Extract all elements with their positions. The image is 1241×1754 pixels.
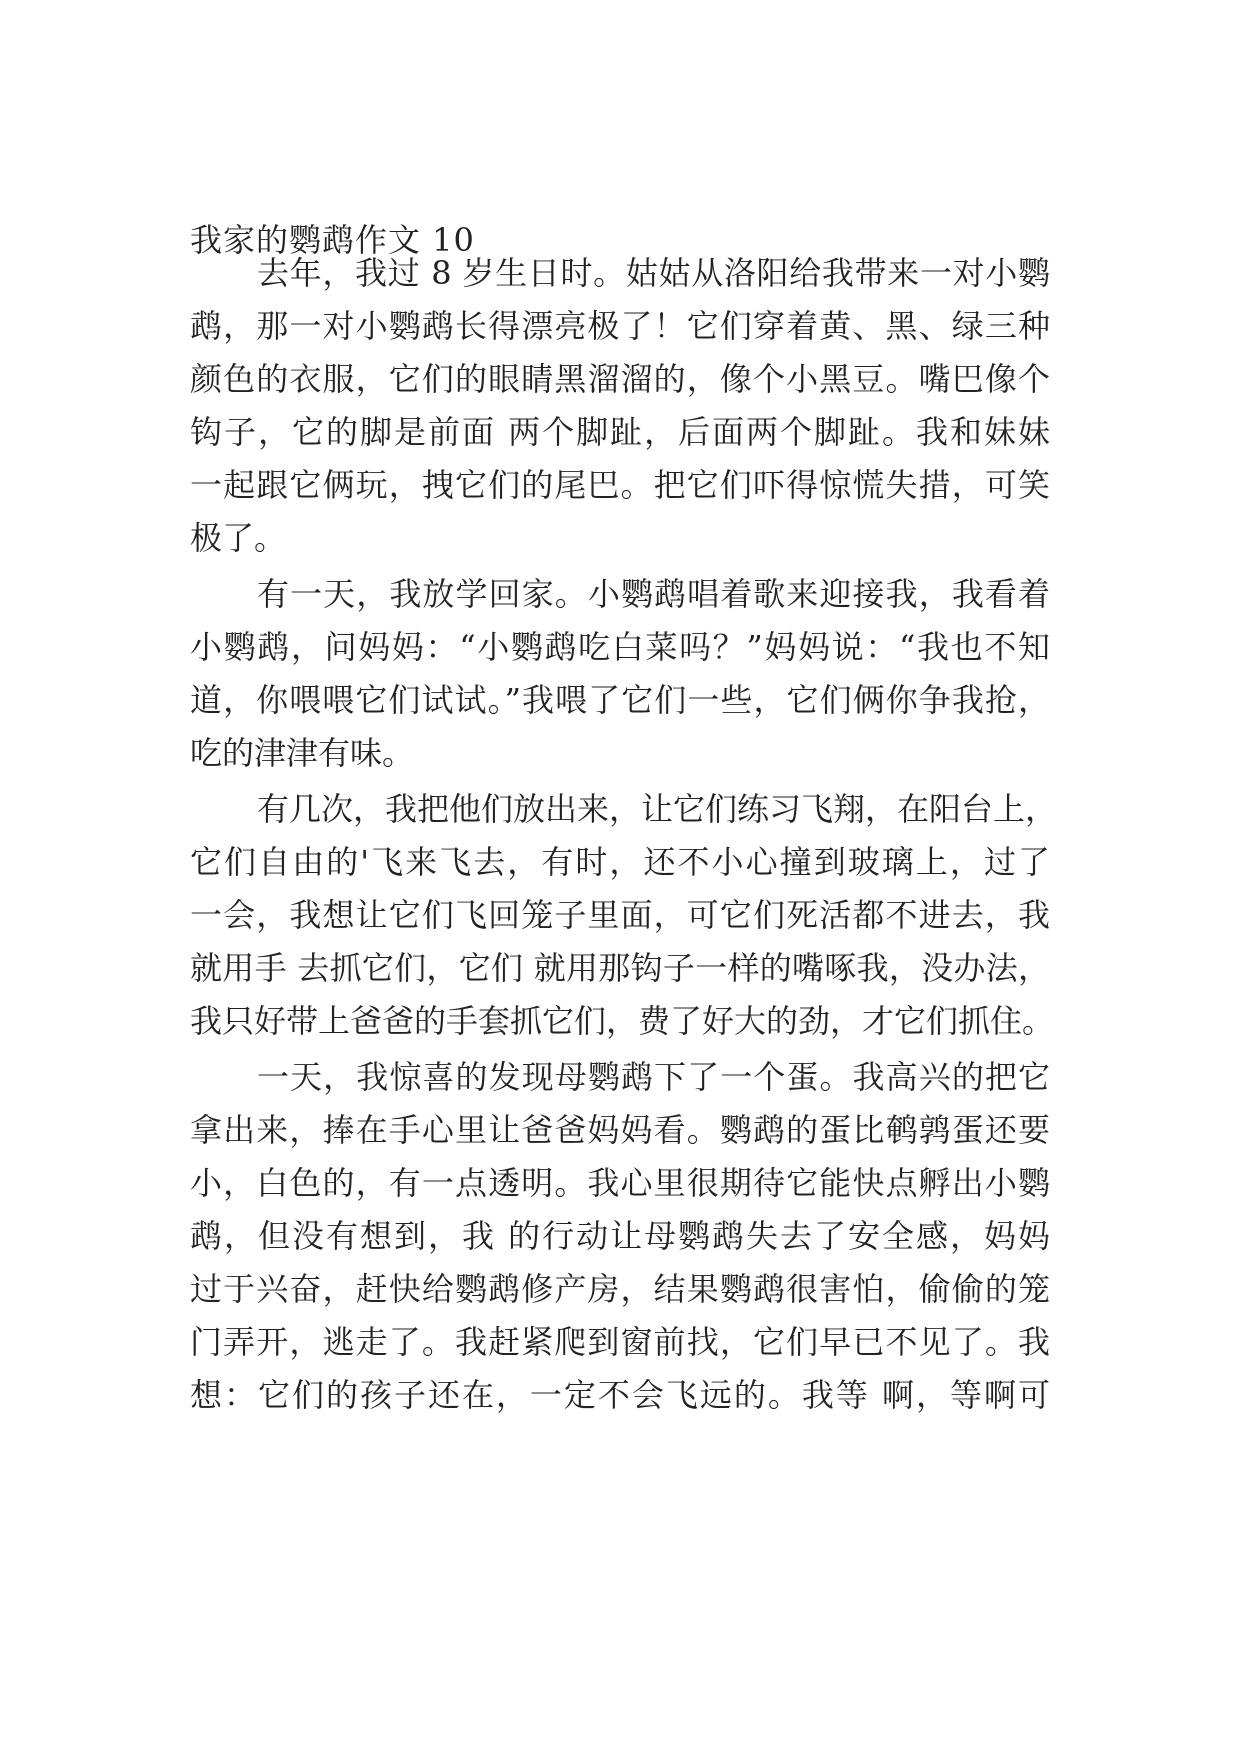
paragraph-2-line-2: 小鹦鹉，问妈妈：“小鹦鹉吃白菜吗？”妈妈说：“我也不知 xyxy=(190,628,1050,666)
paragraph-3-line-4: 就用手 去抓它们，它们 就用那钩子一样的嘴啄我，没办法， xyxy=(190,949,1050,987)
paragraph-2-line-1: 有一天，我放学回家。小鹦鹉唱着歌来迎接我，我看着 xyxy=(257,575,1050,613)
paragraph-1-line-6: 极了。 xyxy=(190,519,287,557)
paragraph-2-line-4: 吃的津津有味。 xyxy=(190,734,415,772)
paragraph-3-line-1: 有几次，我把他们放出来，让它们练习飞翔，在阳台上， xyxy=(257,790,1058,828)
paragraph-4-line-1: 一天，我惊喜的发现母鹦鹉下了一个蛋。我高兴的把它 xyxy=(257,1058,1050,1096)
document-title: 我家的鹦鹉作文 10 xyxy=(190,221,475,259)
paragraph-1-line-1: 去年，我过 8 岁生日时。姑姑从洛阳给我带来一对小鹦 xyxy=(257,254,1050,292)
paragraph-4-line-3: 小，白色的，有一点透明。我心里很期待它能快点孵出小鹦 xyxy=(190,1164,1050,1202)
paragraph-4-line-7: 想：它们的孩子还在，一定不会飞远的。我等 啊，等啊可 xyxy=(190,1376,1050,1414)
paragraph-4-line-4: 鹉，但没有想到，我 的行动让母鹦鹉失去了安全感，妈妈 xyxy=(190,1217,1050,1255)
paragraph-1-line-5: 一起跟它俩玩，拽它们的尾巴。把它们吓得惊慌失措，可笑 xyxy=(190,466,1050,504)
paragraph-4-line-2: 拿出来，捧在手心里让爸爸妈妈看。鹦鹉的蛋比鹌鹑蛋还要 xyxy=(190,1111,1050,1149)
paragraph-3-line-5: 我只好带上爸爸的手套抓它们，费了好大的劲，才它们抓住。 xyxy=(190,1002,1055,1040)
paragraph-4-line-6: 门弄开，逃走了。我赶紧爬到窗前找，它们早已不见了。我 xyxy=(190,1323,1050,1361)
paragraph-3-line-3: 一会，我想让它们飞回笼子里面，可它们死活都不进去，我 xyxy=(190,896,1050,934)
paragraph-2-line-3: 道，你喂喂它们试试。”我喂了它们一些，它们俩你争我抢， xyxy=(190,681,1050,719)
paragraph-4-line-5: 过于兴奋，赶快给鹦鹉修产房，结果鹦鹉很害怕，偷偷的笼 xyxy=(190,1270,1050,1308)
paragraph-1-line-2: 鹉，那一对小鹦鹉长得漂亮极了！它们穿着黄、黑、绿三种 xyxy=(190,307,1050,345)
paragraph-1-line-3: 颜色的衣服，它们的眼睛黑溜溜的，像个小黑豆。嘴巴像个 xyxy=(190,360,1050,398)
paragraph-1-line-4: 钩子，它的脚是前面 两个脚趾，后面两个脚趾。我和妹妹 xyxy=(190,413,1050,451)
paragraph-3-line-2: 它们自由的'飞来飞去，有时，还不小心撞到玻璃上，过了 xyxy=(190,843,1050,881)
